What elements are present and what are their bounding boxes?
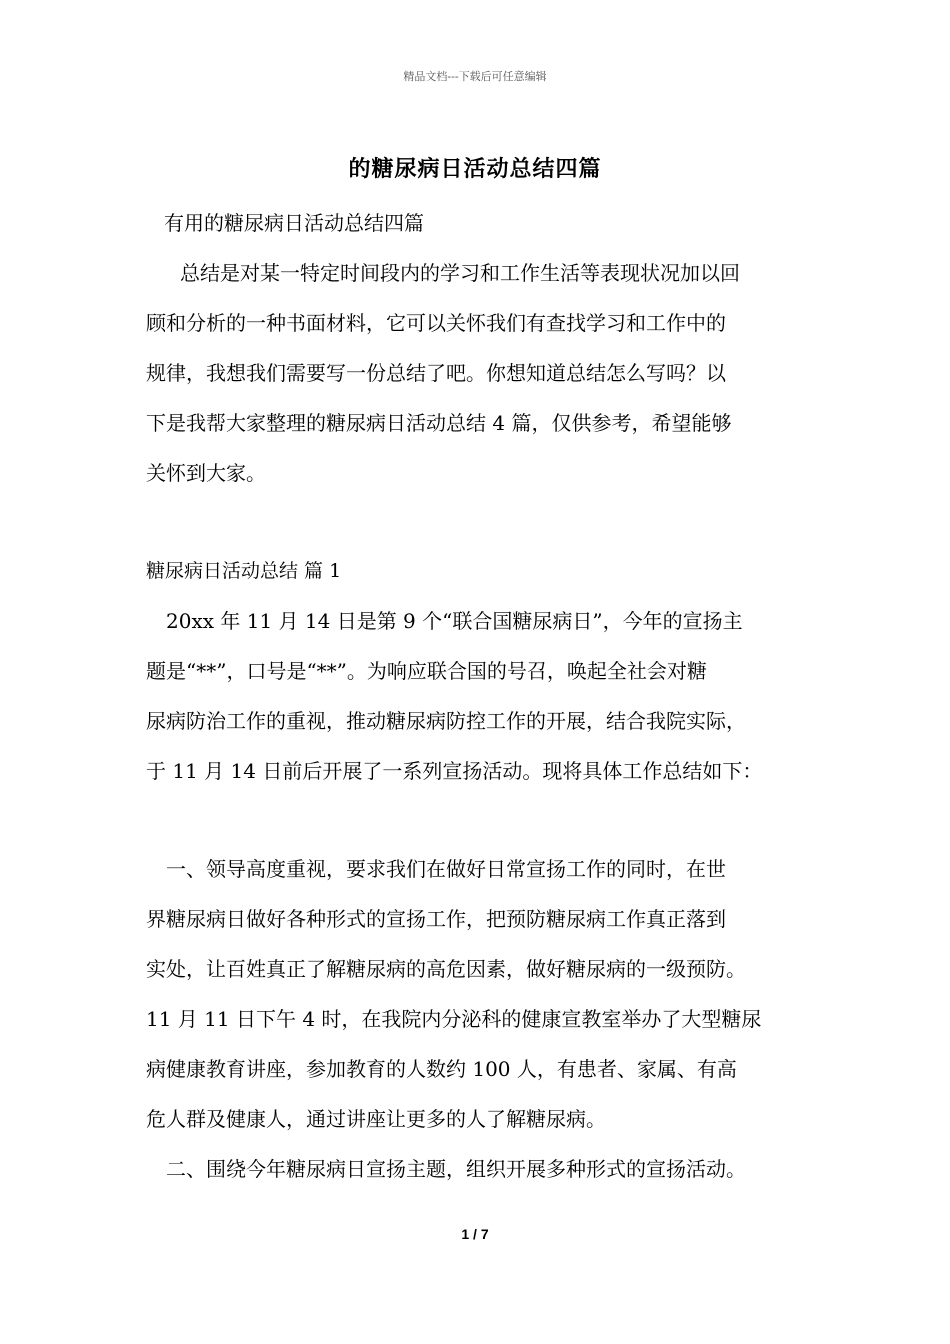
paragraph-line: 规律，我想我们需要写一份总结了吧。你想知道总结怎么写吗？以 — [146, 361, 726, 385]
paragraph-line: 关怀到大家。 — [146, 461, 266, 485]
intro-paragraph — [146, 248, 826, 498]
paragraph-line: 于 11 月 14 日前后开展了一系列宣扬活动。现将具体工作总结如下： — [146, 759, 763, 783]
paragraph-line: 下是我帮大家整理的糖尿病日活动总结 4 篇，仅供参考，希望能够 — [146, 411, 732, 435]
paragraph-2 — [146, 844, 826, 1144]
subtitle-line: 有用的糖尿病日活动总结四篇 — [164, 211, 424, 235]
paragraph-line: 顾和分析的一种书面材料，它可以关怀我们有查找学习和工作中的 — [146, 311, 726, 335]
page-number: 1 / 7 — [461, 1226, 489, 1242]
paragraph-line: 二、围绕今年糖尿病日宣扬主题，组织开展多种形式的宣扬活动。 — [166, 1157, 746, 1181]
header-note: 精品文档---下载后可任意编辑 — [403, 70, 547, 83]
paragraph-1 — [146, 596, 826, 796]
document-subtitle — [164, 198, 844, 248]
paragraph-line: 尿病防治工作的重视，推动糖尿病防控工作的开展，结合我院实际， — [146, 709, 746, 733]
paragraph-line: 题是“**”，口号是“**”。为响应联合国的号召，唤起全社会对糖 — [146, 659, 707, 683]
paragraph-line: 实处，让百姓真正了解糖尿病的高危因素，做好糖尿病的一级预防。 — [146, 957, 746, 981]
paragraph-line: 危人群及健康人，通过讲座让更多的人了解糖尿病。 — [146, 1107, 606, 1131]
section-heading — [146, 546, 826, 596]
paragraph-3 — [146, 1144, 826, 1194]
paragraph-line: 11 月 11 日下午 4 时，在我院内分泌科的健康宣教室举办了大型糖尿 — [146, 1007, 762, 1031]
paragraph-line: 总结是对某一特定时间段内的学习和工作生活等表现状况加以回 — [180, 261, 740, 285]
paragraph-line: 病健康教育讲座，参加教育的人数约 100 人，有患者、家属、有高 — [146, 1057, 737, 1081]
paragraph-line: 界糖尿病日做好各种形式的宣扬工作，把预防糖尿病工作真正落到 — [146, 907, 726, 931]
paragraph-line: 一、领导高度重视，要求我们在做好日常宣扬工作的同时，在世 — [166, 857, 726, 881]
section-heading-text: 糖尿病日活动总结 篇 1 — [146, 560, 342, 582]
paragraph-line: 20xx 年 11 月 14 日是第 9 个“联合国糖尿病日”，今年的宣扬主 — [166, 609, 743, 633]
document-title: 的糖尿病日活动总结四篇 — [348, 156, 602, 182]
